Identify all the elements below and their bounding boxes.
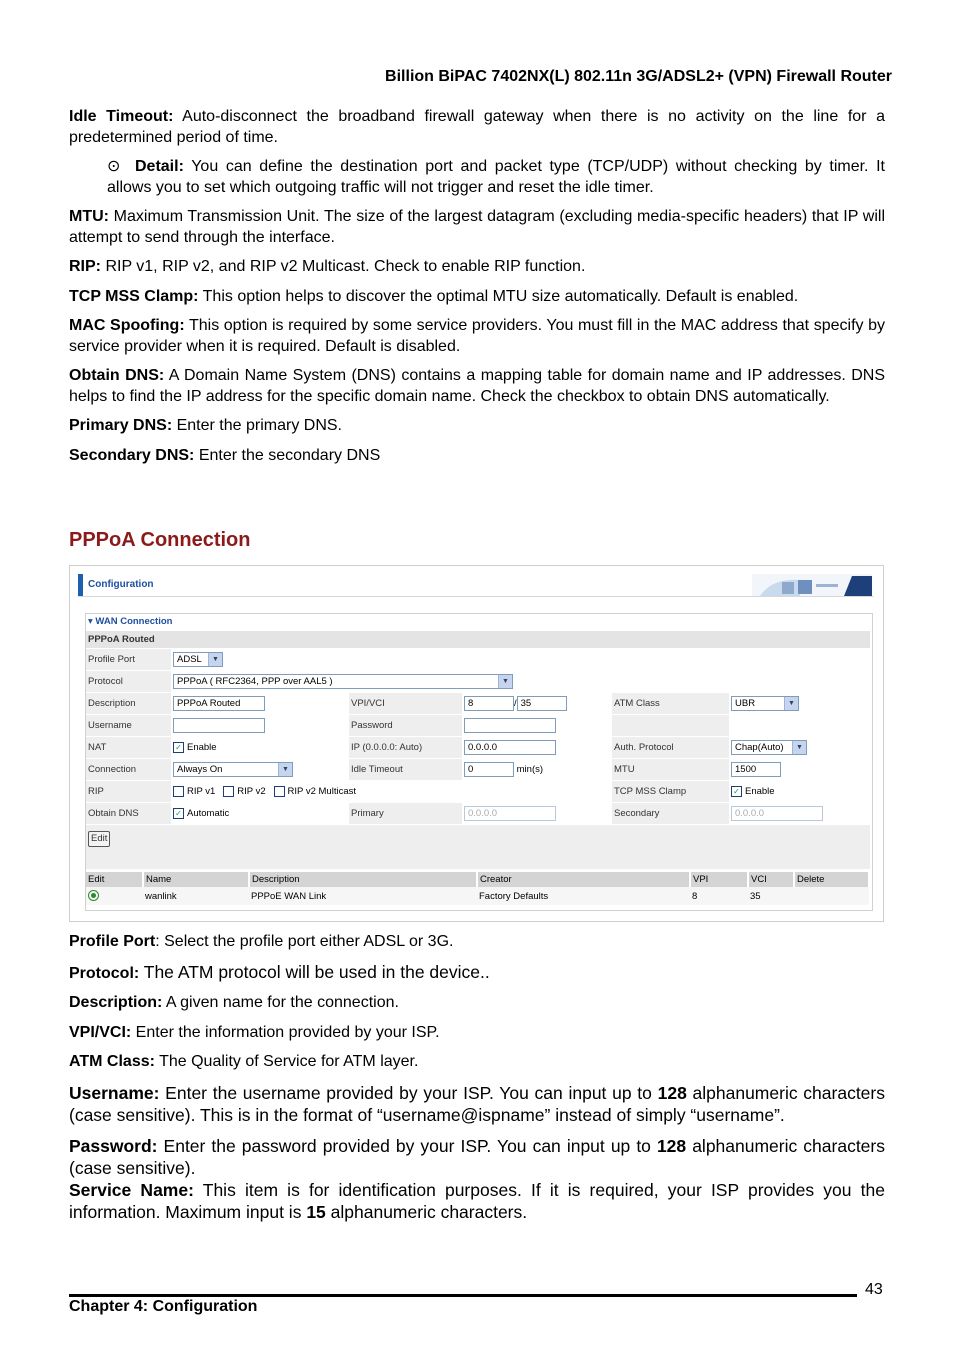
desc-atm-class: ATM Class: The Quality of Service for ATM layer. xyxy=(69,1053,419,1070)
creator-cell: Factory Defaults xyxy=(477,887,690,905)
wan-form xyxy=(86,631,870,870)
rip-label: RIP xyxy=(86,781,171,803)
col-name: Name xyxy=(143,872,249,887)
name-cell: wanlink xyxy=(143,887,249,905)
atm-class-select[interactable]: UBR ▼ xyxy=(731,696,799,711)
auth-protocol-label: Auth. Protocol xyxy=(612,737,729,759)
router-screenshot xyxy=(69,565,884,922)
secondary-dns-label: Secondary xyxy=(612,803,729,825)
idle-timeout-input[interactable]: 0 xyxy=(464,762,514,777)
secondary-dns-input[interactable]: 0.0.0.0 xyxy=(731,806,823,821)
para-mac-spoofing: MAC Spoofing: This option is required by some service providers. You must fill in the MAC address that specify by service provider when it is required. Default is disabled. xyxy=(69,317,885,355)
vci-cell: 35 xyxy=(748,887,794,905)
para-rip: RIP: RIP v1, RIP v2, and RIP v2 Multicast. Check to enable RIP function. xyxy=(69,258,586,275)
profile-port-select[interactable]: ADSL ▼ xyxy=(173,652,223,667)
username-input[interactable] xyxy=(173,718,265,733)
ip-input[interactable]: 0.0.0.0 xyxy=(464,740,556,755)
desc-service-name: Service Name: This item is for identification purposes. If it is required, your ISP provides you the information. Maximum input is 15 alphanumeric characters. xyxy=(69,1179,885,1222)
config-marker xyxy=(78,574,83,596)
config-bar xyxy=(78,574,874,597)
para-secondary-dns: Secondary DNS: Enter the secondary DNS xyxy=(69,446,381,464)
ip-label: IP (0.0.0.0: Auto) xyxy=(349,737,462,759)
obtain-dns-label: Obtain DNS xyxy=(86,803,171,825)
para-idle-timeout: Idle Timeout: Auto-disconnect the broadband firewall gateway when there is no activity on the line for a predetermined period of time. xyxy=(69,108,886,146)
para-mtu: MTU: Maximum Transmission Unit. The size of the largest datagram (excluding media-specific headers) that IP will attempt to send through the interface. xyxy=(69,208,885,246)
mtu-label: MTU xyxy=(612,759,729,781)
connection-label: Connection xyxy=(86,759,171,781)
vpivci-label: VPI/VCI xyxy=(349,693,462,715)
edit-row xyxy=(86,825,870,870)
description-label: Description xyxy=(86,693,171,715)
section-title: PPPoA Connection xyxy=(69,529,251,551)
primary-dns-input[interactable]: 0.0.0.0 xyxy=(464,806,556,821)
field-descriptions xyxy=(69,932,885,1232)
rip-v1-checkbox[interactable] xyxy=(173,786,184,797)
vpi-cell: 8 xyxy=(690,887,748,905)
vpi-input[interactable]: 8 xyxy=(464,696,514,711)
col-edit: Edit xyxy=(86,872,143,887)
rip-v2-multicast-label: RIP v2 Multicast xyxy=(287,786,356,797)
obtain-dns-checkbox[interactable]: ✓ xyxy=(173,808,184,819)
desc-description: Description: A given name for the connection. xyxy=(69,994,399,1011)
password-input[interactable] xyxy=(464,718,556,733)
para-tcp-mss: TCP MSS Clamp: This option helps to discover the optimal MTU size automatically. Default is enabled. xyxy=(69,287,799,305)
profile-port-label: Profile Port xyxy=(86,649,171,671)
connection-select[interactable]: Always On ▼ xyxy=(173,762,293,777)
protocol-label: Protocol xyxy=(86,671,171,693)
idle-timeout-label: Idle Timeout xyxy=(349,759,462,781)
tcp-mss-enable-label: Enable xyxy=(745,786,775,797)
tcp-mss-checkbox[interactable]: ✓ xyxy=(731,786,742,797)
col-vci: VCI xyxy=(748,872,794,887)
nat-label: NAT xyxy=(86,737,171,759)
username-label: Username xyxy=(86,715,171,737)
col-delete: Delete xyxy=(794,872,869,887)
page-header: Billion BiPAC 7402NX(L) 802.11n 3G/ADSL2+ (VPN) Firewall Router xyxy=(385,68,892,85)
col-creator: Creator xyxy=(477,872,690,887)
pppoa-routed-header: PPPoA Routed xyxy=(86,631,870,649)
vci-input[interactable]: 35 xyxy=(517,696,567,711)
chevron-down-icon: ▼ xyxy=(278,763,292,776)
primary-dns-label: Primary xyxy=(349,803,462,825)
chapter-label: Chapter 4: Configuration xyxy=(69,1298,258,1315)
mtu-input[interactable]: 1500 xyxy=(731,762,781,777)
obtain-dns-auto-label: Automatic xyxy=(187,808,230,819)
description-cell: PPPoE WAN Link xyxy=(249,887,477,905)
edit-button[interactable]: Edit xyxy=(88,831,110,847)
nat-checkbox[interactable]: ✓ xyxy=(173,742,184,753)
footer-divider xyxy=(69,1294,857,1297)
bullet-icon: ⊙ xyxy=(107,158,121,175)
list-header xyxy=(86,872,869,887)
idle-timeout-unit: min(s) xyxy=(516,764,544,776)
nat-enable-label: Enable xyxy=(187,742,217,753)
connection-list xyxy=(86,872,870,905)
vpivci-separator: / xyxy=(514,698,517,710)
edit-cell xyxy=(86,887,143,905)
config-title: Configuration xyxy=(88,579,154,590)
delete-cell xyxy=(794,887,869,905)
rip-v2-checkbox[interactable] xyxy=(223,786,234,797)
wan-panel xyxy=(85,613,873,911)
description-input[interactable]: PPPoA Routed xyxy=(173,696,265,711)
tcp-mss-label: TCP MSS Clamp xyxy=(612,781,729,803)
chevron-down-icon: ▼ xyxy=(784,697,798,710)
protocol-cell xyxy=(171,671,870,693)
rip-v2-multicast-checkbox[interactable] xyxy=(274,786,285,797)
table-row xyxy=(86,887,869,905)
desc-vpivci: VPI/VCI: Enter the information provided by your ISP. xyxy=(69,1023,440,1041)
desc-password: Password: Enter the password provided by your ISP. You can input up to 128 alphanumeric characters (case sensitive). xyxy=(69,1135,885,1178)
profile-port-cell xyxy=(171,649,870,671)
page-number: 43 xyxy=(865,1281,883,1298)
rip-v1-label: RIP v1 xyxy=(187,786,216,797)
para-primary-dns: Primary DNS: Enter the primary DNS. xyxy=(69,417,342,434)
office-banner-icon xyxy=(752,574,872,596)
intro-text xyxy=(69,107,885,475)
desc-username: Username: Enter the username provided by your ISP. You can input up to 128 alphanumeric characters (case sensitive). This is in the format of “username@ispname” instead of simply “username”. xyxy=(69,1082,885,1125)
col-vpi: VPI xyxy=(690,872,748,887)
chevron-down-icon: ▼ xyxy=(792,741,806,754)
atm-class-label: ATM Class xyxy=(612,693,729,715)
auth-protocol-select[interactable]: Chap(Auto) ▼ xyxy=(731,740,807,755)
rip-v2-label: RIP v2 xyxy=(237,786,266,797)
edit-radio-icon[interactable] xyxy=(88,890,99,901)
protocol-select[interactable]: PPPoA ( RFC2364, PPP over AAL5 ) ▼ xyxy=(173,674,513,689)
desc-protocol: Protocol: The ATM protocol will be used in the device.. xyxy=(69,961,490,982)
chevron-down-icon: ▼ xyxy=(208,653,222,666)
chevron-down-icon: ▼ xyxy=(498,675,512,688)
col-description: Description xyxy=(249,872,477,887)
desc-profile-port: Profile Port: Select the profile port either ADSL or 3G. xyxy=(69,933,454,950)
para-obtain-dns: Obtain DNS: A Domain Name System (DNS) contains a mapping table for domain name and IP addresses. DNS helps to find the IP address for the specific domain name. Check the checkbox to obtain DNS automatically. xyxy=(69,367,886,405)
wan-connection-title[interactable]: ▾ WAN Connection xyxy=(88,616,173,627)
para-detail: ⊙ Detail: You can define the destination port and packet type (TCP/UDP) without checking by timer. It allows you to set which outgoing traffic will not trigger and reset the idle timer. xyxy=(107,158,885,196)
password-label: Password xyxy=(349,715,462,737)
